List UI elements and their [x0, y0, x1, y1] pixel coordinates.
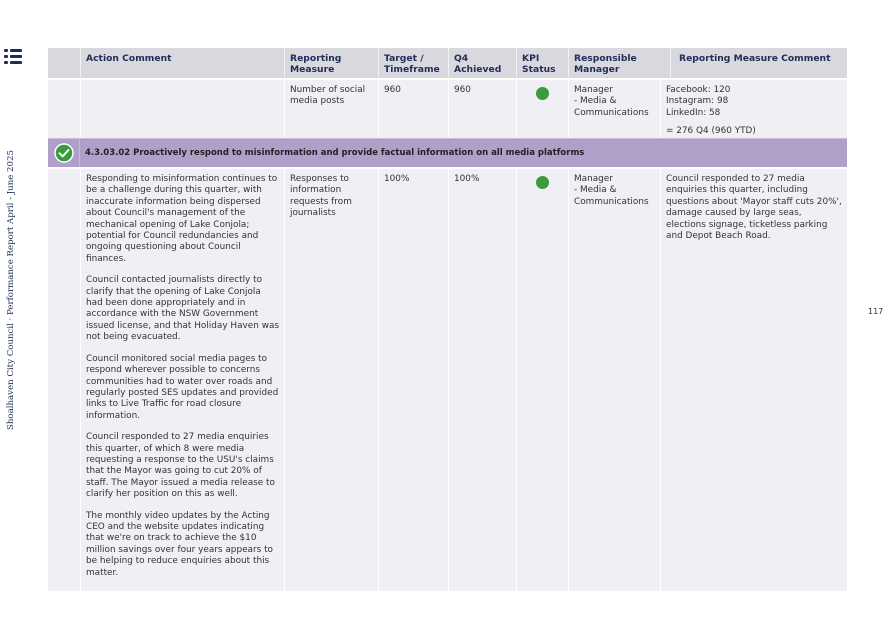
comment-total: = 276 Q4 (960 YTD): [666, 126, 756, 137]
action-comment-paragraph: Council contacted journalists directly to clarify that the opening of Lake Conjola had been done appropriately and in accordance with the NSW Government issued license, and that Holiday Haven was not being evacuated.: [86, 275, 280, 343]
action-comment-paragraph: The monthly video updates by the Acting CEO and the website updates indicating that we're on track to achieve the $10 million savings over four years appears to be helping to reduce enquiries about this matter.: [86, 510, 273, 578]
target-cell: 960: [378, 80, 448, 138]
reporting-measure-comment-cell: [660, 80, 847, 138]
kpi-status-green-icon: [536, 176, 549, 189]
header-target-timeframe: Target / Timeframe: [378, 48, 448, 78]
manager-line: Communications: [574, 196, 649, 207]
action-group-header: [48, 138, 847, 167]
header-action-comment: Action Comment: [80, 48, 284, 78]
kpi-status-cell: [516, 169, 568, 591]
responsible-manager-cell: [568, 80, 660, 138]
action-comment-paragraph: Council responded to 27 media enquiries this quarter, of which 8 were media requesting a response to the USU's claims that the Mayor was going to cut 20% of staff. The Mayor issued a media release to clarify her position on this as well.: [86, 432, 275, 500]
report-side-title: Shoalhaven City Council · Performance Report April - June 2025: [6, 150, 16, 430]
manager-line: Communications: [574, 107, 649, 118]
table-header: [48, 48, 847, 78]
completed-check-icon: [54, 143, 74, 163]
responsible-manager-cell: [568, 169, 660, 591]
table-row: [48, 78, 847, 138]
kpi-table: [48, 48, 847, 591]
action-comment-paragraph: Responding to misinformation continues to be a challenge during this quarter, with inaccurate information being dispersed about Council's management of the mechanical opening of Lake Conjola; potential for Council redundancies and ongoing questioning about Council finances.: [86, 174, 278, 264]
kpi-status-green-icon: [536, 87, 549, 100]
q4-achieved-cell: 960: [448, 80, 516, 138]
header-status-col: [48, 48, 80, 78]
table-row: [48, 167, 847, 591]
reporting-measure-cell: Number of social media posts: [284, 80, 378, 138]
reporting-measure-cell: Responses to information requests from journalists: [284, 169, 378, 591]
page-number: 117: [868, 307, 884, 316]
target-cell: 100%: [378, 169, 448, 591]
action-comment-paragraph: Council monitored social media pages to respond wherever possible to concerns communities had to water over roads and regularly posted SES updates and provided links to Live Traffic for road closure information.: [86, 353, 279, 421]
reporting-measure-comment-cell: Council responded to 27 media enquiries this quarter, including questions about 'Mayor staff cuts 20%', damage caused by large seas, elections signage, ticketless parking and Depot Beach Road.: [660, 169, 847, 591]
list-menu-icon[interactable]: [4, 48, 22, 64]
row-status-cell: [48, 169, 80, 591]
header-reporting-measure: Reporting Measure: [284, 48, 378, 78]
kpi-status-cell: [516, 80, 568, 138]
comment-line: LinkedIn: 58: [666, 107, 721, 118]
action-comment-cell: [80, 80, 284, 138]
row-status-cell: [48, 80, 80, 138]
header-responsible-manager: Responsible Manager: [568, 48, 670, 78]
manager-line: - Media &: [574, 96, 617, 107]
manager-line: Manager: [574, 85, 613, 95]
action-comment-cell: [80, 169, 284, 591]
action-group-title: 4.3.03.02 Proactively respond to misinformation and provide factual information on all media platforms: [85, 148, 585, 158]
header-reporting-measure-comment: Reporting Measure Comment: [670, 48, 847, 78]
q4-achieved-cell: 100%: [448, 169, 516, 591]
comment-line: Instagram: 98: [666, 96, 729, 107]
header-q4-achieved: Q4 Achieved: [448, 48, 516, 78]
comment-line: Facebook: 120: [666, 85, 731, 95]
manager-line: - Media &: [574, 185, 617, 196]
group-status-cell: [48, 139, 80, 167]
manager-line: Manager: [574, 174, 613, 184]
header-kpi-status: KPI Status: [516, 48, 568, 78]
